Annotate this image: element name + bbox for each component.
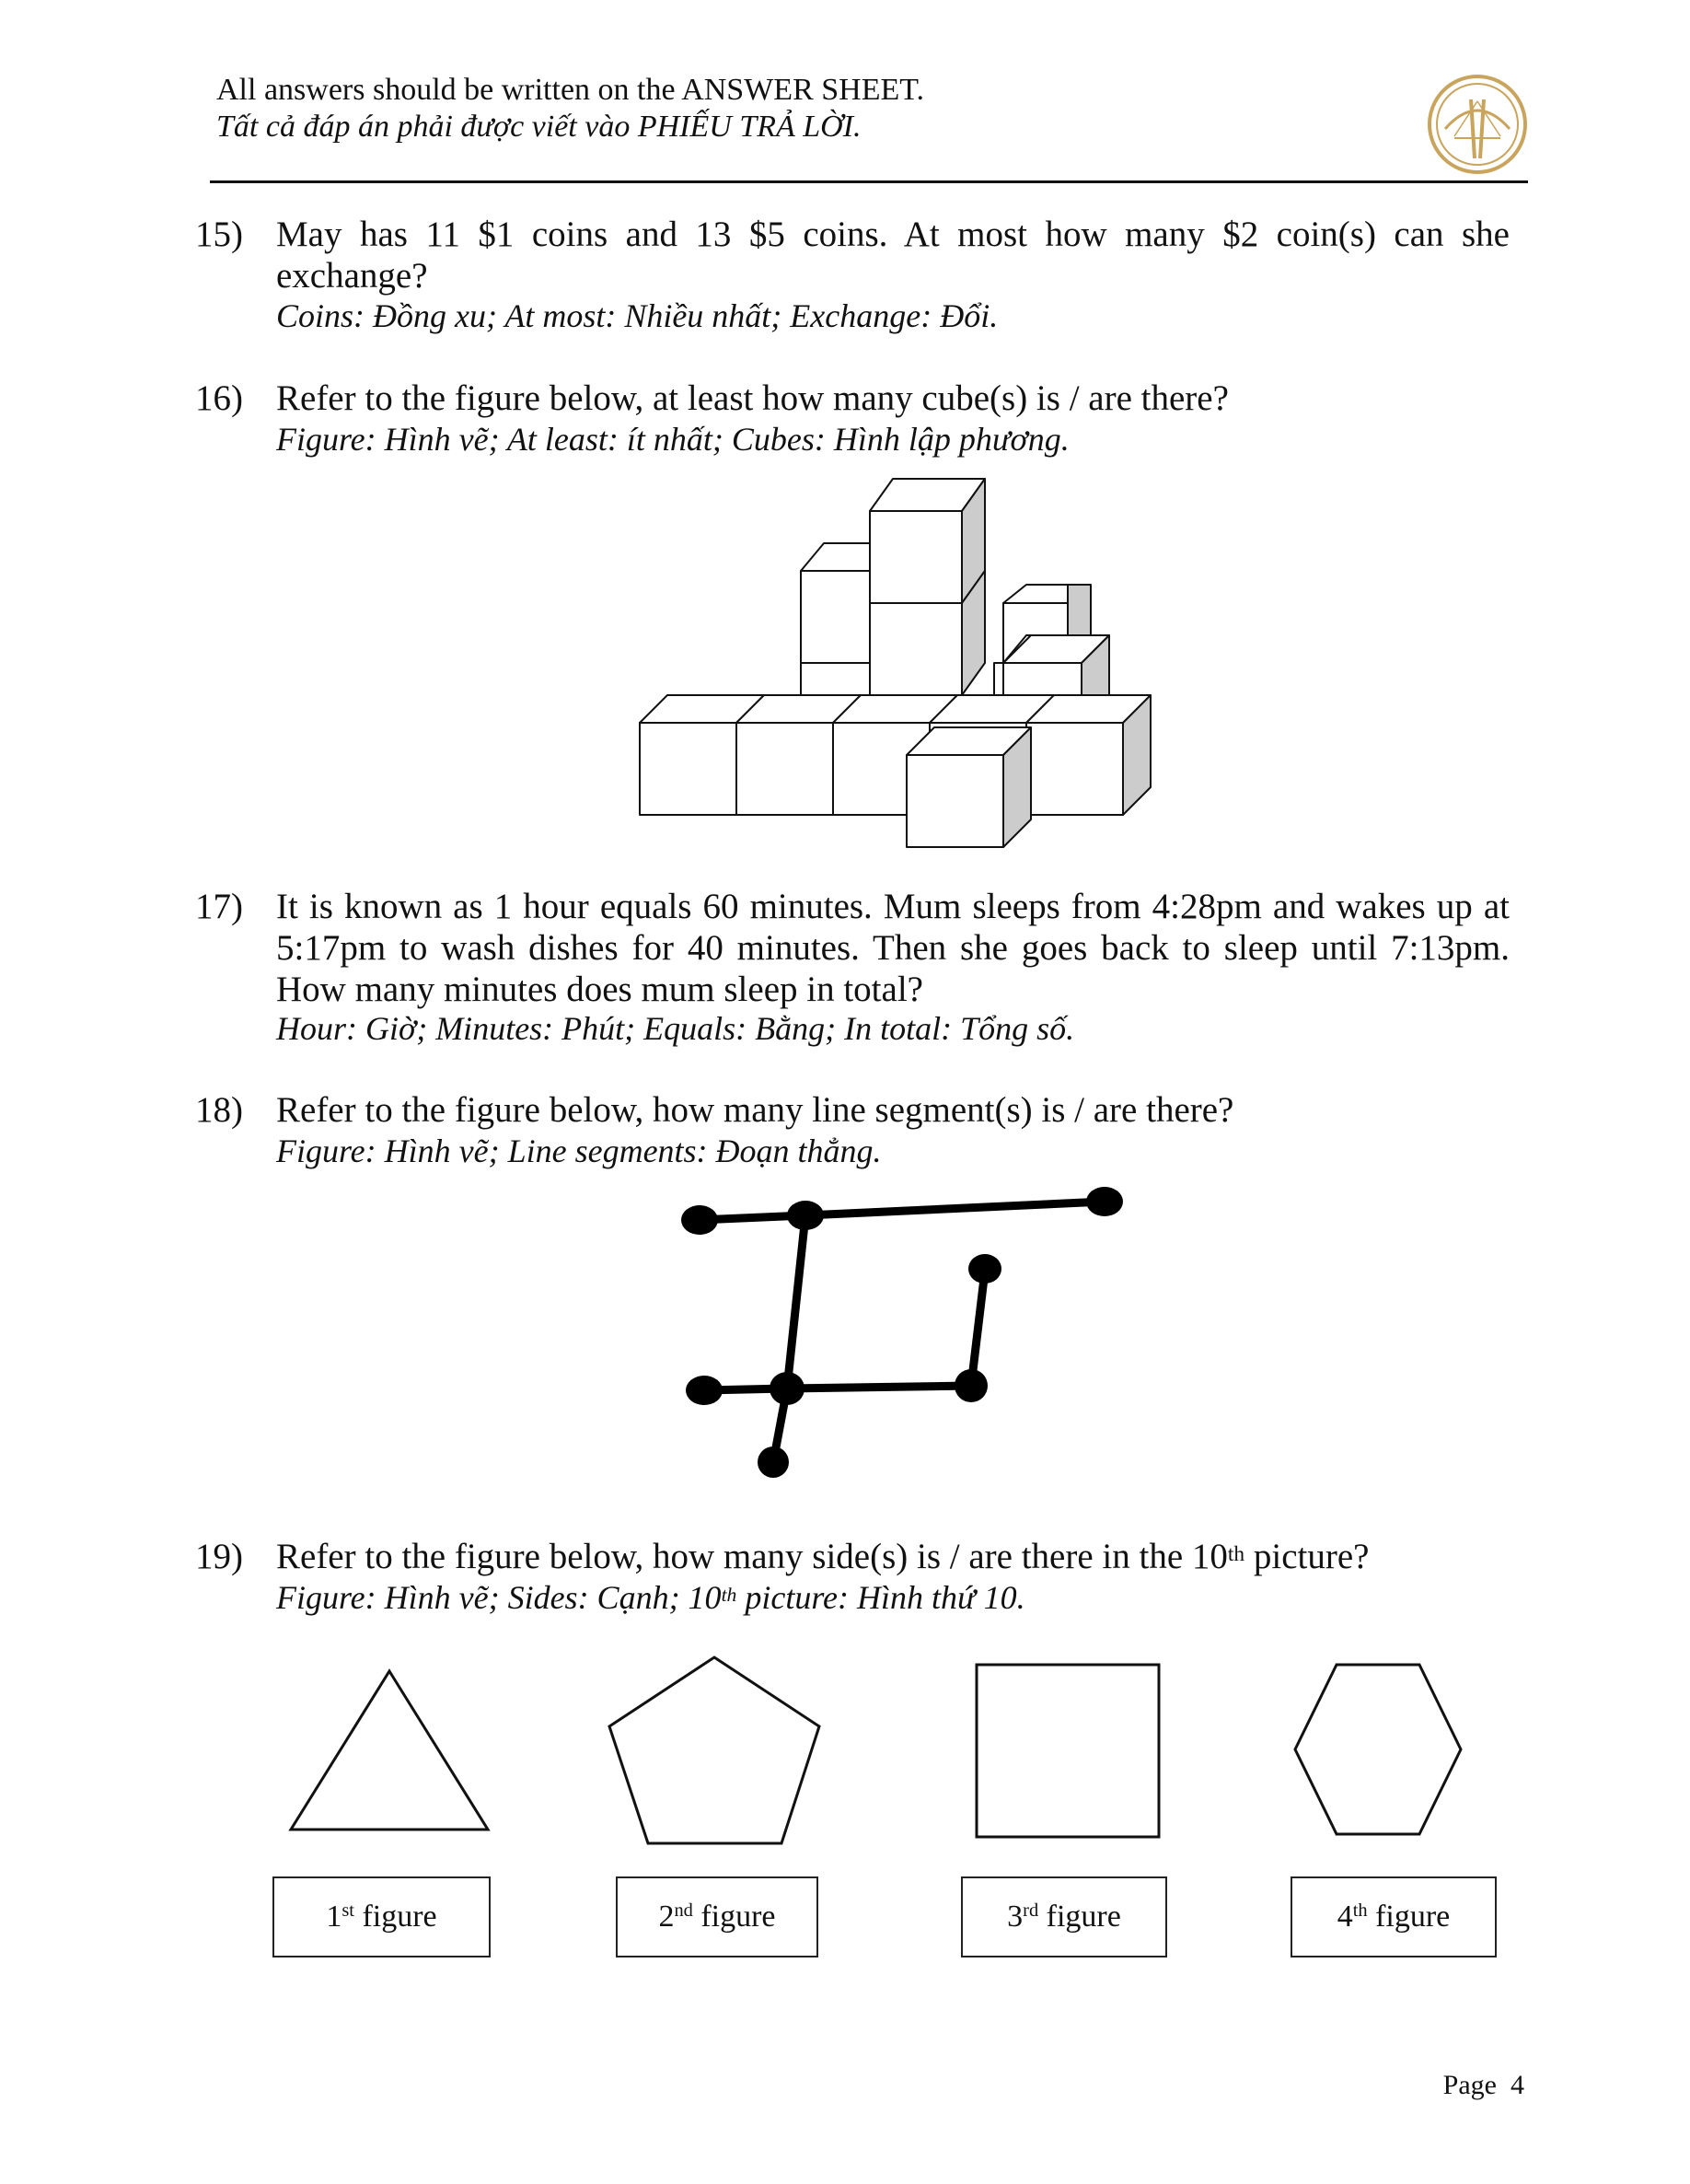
question-16-number: 16) bbox=[195, 378, 243, 418]
question-17-glossary: Hour: Giờ; Minutes: Phút; Equals: Bằng; In total: Tổng số. bbox=[276, 1010, 1075, 1047]
question-19-number: 19) bbox=[195, 1537, 243, 1576]
school-logo bbox=[1427, 74, 1528, 175]
question-15-number: 15) bbox=[195, 215, 243, 254]
question-15-text: May has 11 $1 coins and 13 $5 coins. At most how many $2 coin(s) can she exchange? bbox=[276, 215, 1510, 296]
question-18-number: 18) bbox=[195, 1090, 243, 1130]
question-17-text: It is known as 1 hour equals 60 minutes. Mum sleeps from 4:28pm and wakes up at 5:17pm to wash dishes for 40 minutes. Then she goes back to sleep until 7:13pm. How many minutes does mum sleep in total? bbox=[276, 887, 1510, 1009]
question-18-glossary: Figure: Hình vẽ; Line segments: Đoạn thẳng. bbox=[276, 1133, 882, 1169]
question-16-text: Refer to the figure below, at least how many cube(s) is / are there? bbox=[276, 378, 1229, 418]
page-number: Page 4 bbox=[1442, 2070, 1524, 2100]
shape-sequence bbox=[276, 1648, 1519, 1860]
line-segment-figure bbox=[663, 1169, 1141, 1482]
question-19-glossary: Figure: Hình vẽ; Sides: Cạnh; 10th picture: Hình thứ 10. bbox=[276, 1579, 1025, 1616]
header-instruction-en: All answers should be written on the ANSWER SHEET. bbox=[216, 73, 925, 107]
hexagon-shape bbox=[1295, 1665, 1461, 1834]
question-16-glossary: Figure: Hình vẽ; At least: ít nhất; Cubes: Hình lập phương. bbox=[276, 421, 1070, 458]
pentagon-shape bbox=[609, 1657, 819, 1843]
question-15-glossary: Coins: Đồng xu; At most: Nhiều nhất; Exchange: Đổi. bbox=[276, 297, 999, 334]
figure-label-2: 2 $^{nd}$ figure bbox=[616, 1876, 818, 1957]
header-divider bbox=[210, 180, 1528, 183]
figure-label-4: 4 $^{th}$ figure bbox=[1291, 1876, 1497, 1957]
figure-label-3: 3 $^{rd}$ figure bbox=[961, 1876, 1167, 1957]
figure-label-1: 1 $^{st}$ figure bbox=[272, 1876, 491, 1957]
question-17-number: 17) bbox=[195, 887, 243, 926]
question-19-text: Refer to the figure below, how many side(s) is / are there in the 10th picture? bbox=[276, 1537, 1370, 1576]
question-18-text: Refer to the figure below, how many line segment(s) is / are there? bbox=[276, 1090, 1234, 1130]
cube-stack-figure bbox=[626, 470, 1197, 856]
square-shape bbox=[977, 1665, 1159, 1837]
header-instruction-vi: Tất cả đáp án phải được viết vào PHIẾU TRẢ LỜI. bbox=[216, 110, 862, 144]
triangle-shape bbox=[291, 1671, 488, 1830]
